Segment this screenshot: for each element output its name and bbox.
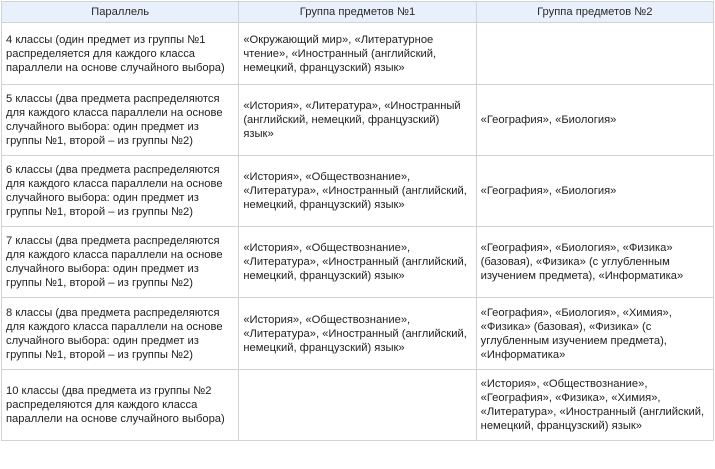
cell-group-1: «История», «Обществознание», «Литература», «Иностранный (английский, немецкий, французский) язык» <box>239 298 476 370</box>
cell-parallel: 8 классы (два предмета распределяются для каждого класса параллели на основе случайного выбора: один предмет из группы №1, второй – из группы №2) <box>2 298 239 370</box>
header-parallel: Параллель <box>2 2 239 23</box>
cell-group-1 <box>239 370 476 441</box>
cell-group-2: «География», «Биология» <box>476 156 713 227</box>
cell-parallel: 5 классы (два предмета распределяются для каждого класса параллели на основе случайного выбора: один предмет из группы №1, второй – из группы №2) <box>2 85 239 156</box>
cell-group-1: «История», «Обществознание», «Литература», «Иностранный (английский, немецкий, французский) язык» <box>239 227 476 298</box>
table-row <box>2 156 714 227</box>
subjects-distribution-table <box>1 1 714 441</box>
cell-parallel: 7 классы (два предмета распределяются для каждого класса параллели на основе случайного выбора: один предмет из группы №1, второй – из группы №2) <box>2 227 239 298</box>
table-row <box>2 370 714 441</box>
header-group-1: Группа предметов №1 <box>239 2 476 23</box>
table-row <box>2 23 714 85</box>
cell-group-1: «Окружающий мир», «Литературное чтение», «Иностранный (английский, немецкий, французский) язык» <box>239 23 476 85</box>
table-header-row <box>2 2 714 23</box>
cell-group-1: «История», «Литература», «Иностранный (английский, немецкий, французский) язык» <box>239 85 476 156</box>
table-row <box>2 85 714 156</box>
cell-group-2 <box>476 23 713 85</box>
cell-group-2: «История», «Обществознание», «География», «Физика», «Химия», «Литература», «Иностранный (английский, немецкий, французский) язык» <box>476 370 713 441</box>
cell-group-2: «География», «Биология», «Химия», «Физика» (базовая), «Физика» (с углубленным изучением предмета), «Информатика» <box>476 298 713 370</box>
cell-parallel: 4 классы (один предмет из группы №1 распределяется для каждого класса параллели на основе случайного выбора) <box>2 23 239 85</box>
cell-parallel: 6 классы (два предмета распределяются для каждого класса параллели на основе случайного выбора: один предмет из группы №1, второй – из группы №2) <box>2 156 239 227</box>
header-group-2: Группа предметов №2 <box>476 2 713 23</box>
cell-group-2: «География», «Биология» <box>476 85 713 156</box>
cell-group-1: «История», «Обществознание», «Литература», «Иностранный (английский, немецкий, французский) язык» <box>239 156 476 227</box>
cell-group-2: «География», «Биология», «Физика» (базовая), «Физика» (с углубленным изучением предмета), «Информатика» <box>476 227 713 298</box>
table-row <box>2 298 714 370</box>
cell-parallel: 10 классы (два предмета из группы №2 распределяются для каждого класса параллели на основе случайного выбора) <box>2 370 239 441</box>
table-row <box>2 227 714 298</box>
